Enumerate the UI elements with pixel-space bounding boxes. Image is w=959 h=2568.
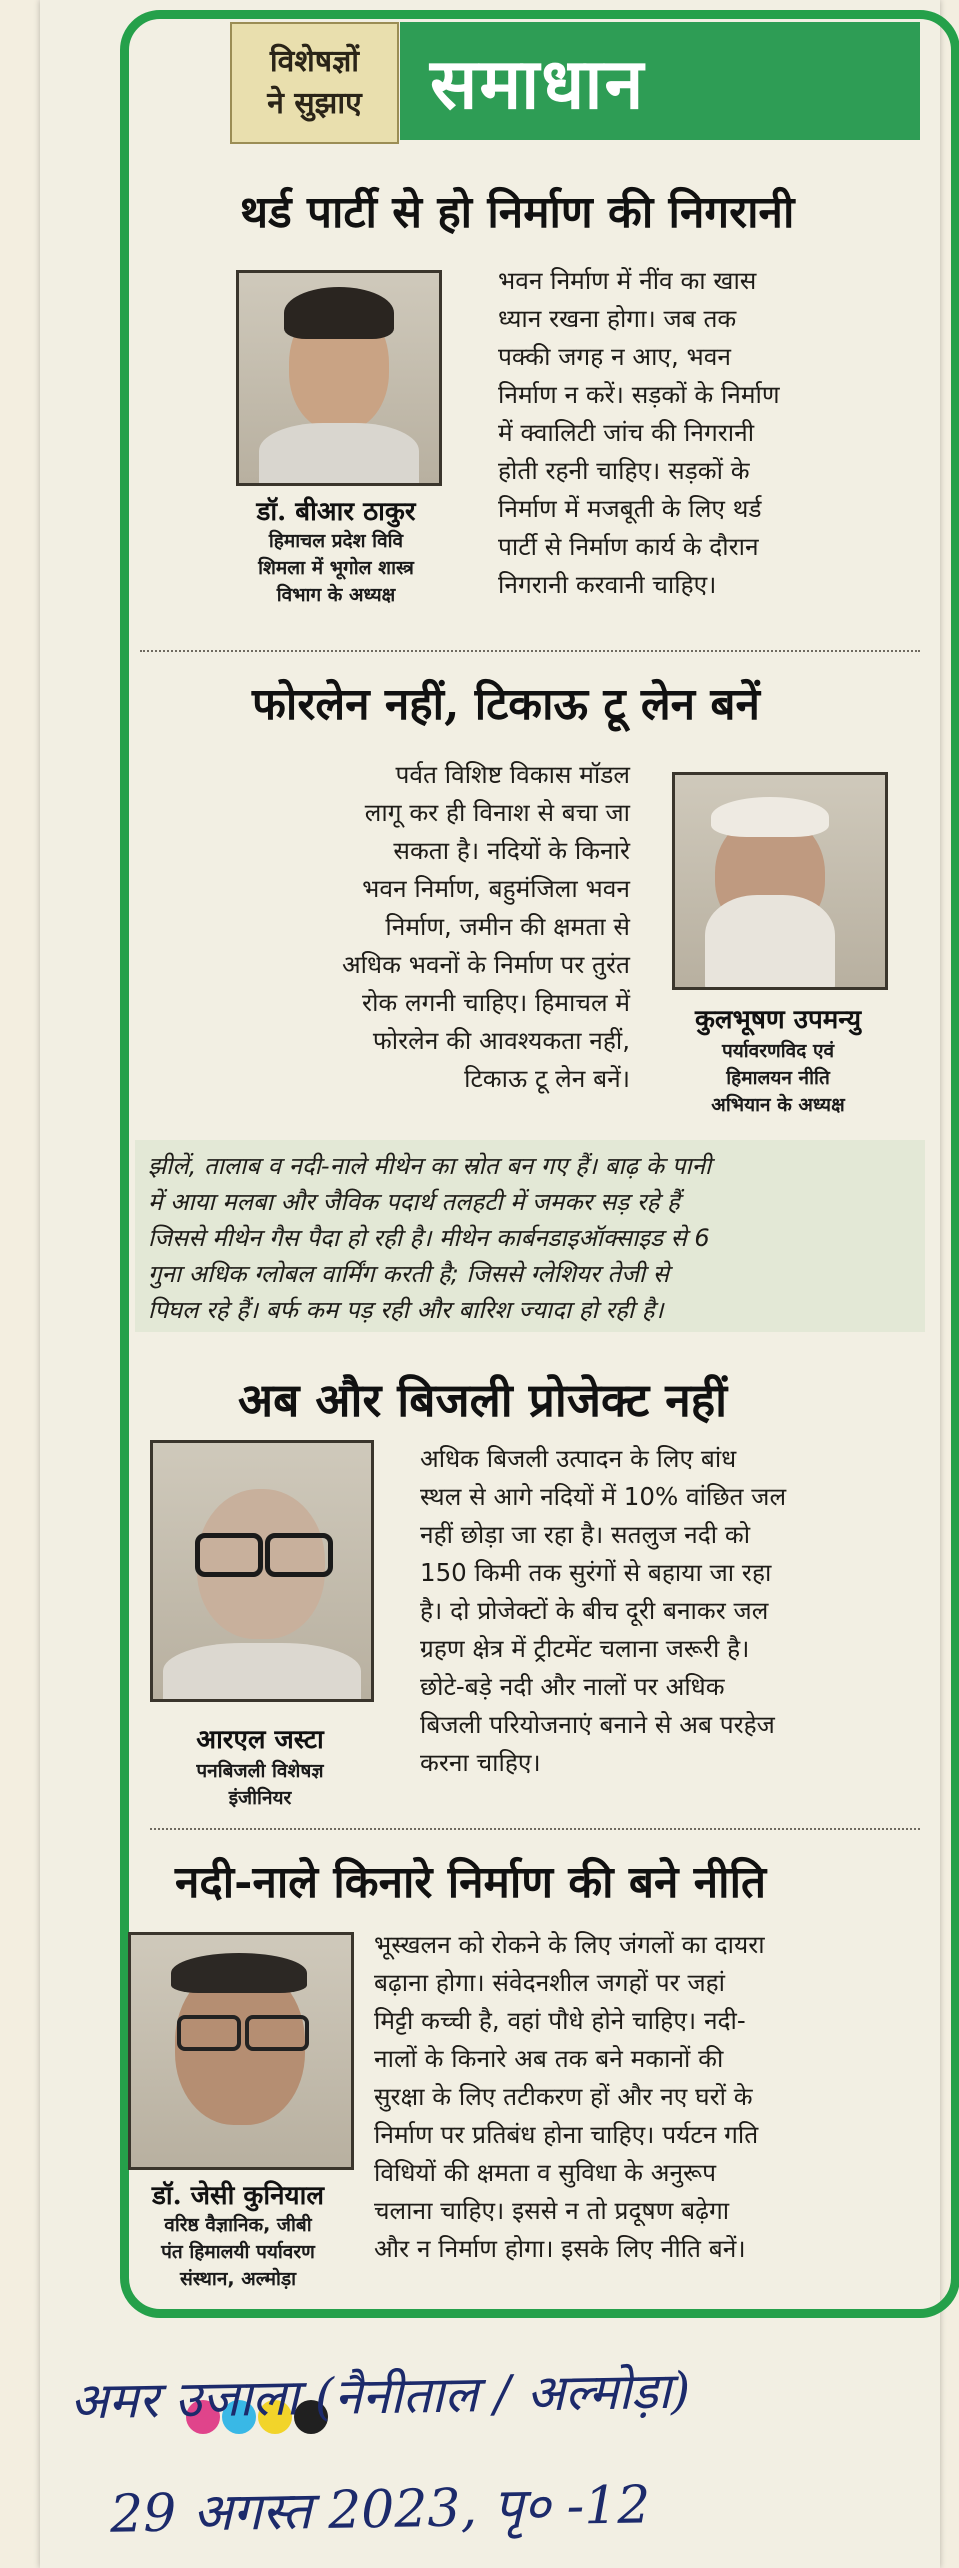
expert-designation-1: हिमाचल प्रदेश विवि शिमला में भूगोल शास्त्र विभाग के अध्यक्ष — [258, 530, 414, 606]
body-2: पर्वत विशिष्ट विकास मॉडल लागू कर ही विनाश से बचा जा सकता है। नदियों के किनारे भवन निर्माण, बहुमंजिला भवन निर्माण, जमीन की क्षमता से अधिक भवनों के निर्माण पर तुरंत रोक लगनी चाहिए। हिमाचल में फोरलेन की आवश्यकता नहीं, टिकाऊ टू लेन बनें। — [341, 760, 630, 1093]
divider-3 — [150, 1828, 920, 1830]
tag-line-2: ने सुझाए — [267, 86, 362, 121]
photo-kulbhushan-upmanyu — [672, 772, 888, 990]
expert-name-3: आरएल जस्टा — [196, 1725, 324, 1755]
glasses-left — [195, 1533, 263, 1577]
tag-line-1: विशेषज्ञों — [269, 44, 360, 79]
expert-name-1: डॉ. बीआर ठाकुर — [256, 497, 416, 527]
photo-br-thakur — [236, 270, 442, 486]
hair-shape — [284, 287, 394, 339]
expert-name-2: कुलभूषण उपमन्यु — [694, 1005, 862, 1035]
solution-band — [400, 22, 920, 140]
hair-shape — [171, 1953, 307, 1993]
headline-3: अब और बिजली प्रोजेक्ट नहीं — [238, 1373, 728, 1427]
body-1: भवन निर्माण में नींव का खास ध्यान रखना होगा। जब तक पक्की जगह न आए, भवन निर्माण न करें। सड़कों के निर्माण में क्वालिटी जांच की निगरानी होती रहनी चाहिए। सड़कों के निर्माण में मजबूती के लिए थर्ड पार्टी से निर्माण कार्य के दौरान निगरानी करवानी चाहिए। — [498, 266, 780, 599]
photo-rl-jasta — [150, 1440, 374, 1702]
glasses-left — [177, 2015, 241, 2051]
methane-note: झीलें, तालाब व नदी-नाले मीथेन का स्रोत बन गए हैं। बाढ़ के पानी में आया मलबा और जैविक पदार्थ तलहटी में जमकर सड़ रहे हैं जिससे मीथेन गैस पैदा हो रही है। मीथेन कार्बनडाइऑक्साइड से 6 गुना अधिक ग्लोबल वार्मिंग करती है; जिससे ग्लेशियर तेजी से पिघल रहे हैं। बर्फ कम पड़ रही और बारिश ज्यादा हो रही है। — [148, 1152, 712, 1324]
divider-1 — [140, 650, 920, 652]
body-4: भूस्खलन को रोकने के लिए जंगलों का दायरा बढ़ाना होगा। संवेदनशील जगहों पर जहां मिट्टी कच्ची है, वहां पौधे होने चाहिए। नदी- नालों के किनारे अब तक बने मकानों की सुरक्षा के लिए तटीकरण हों और नए घरों के निर्माण पर प्रतिबंध होना चाहिए। पर्यटन गति विधियों की क्षमता व सुविधा के अनुरूप चलाना चाहिए। इससे न तो प्रदूषण बढ़ेगा और न निर्माण होगा। इसके लिए नीति बनें। — [374, 1930, 765, 2263]
expert-designation-4: वरिष्ठ वैज्ञानिक, जीबी पंत हिमालयी पर्यावरण संस्थान, अल्मोड़ा — [161, 2214, 315, 2290]
band-title: समाधान — [430, 42, 646, 125]
glasses-right — [265, 1533, 333, 1577]
experts-tag — [230, 22, 399, 144]
photo-jc-kuniyal — [128, 1932, 354, 2170]
glasses-right — [245, 2015, 309, 2051]
expert-designation-2: पर्यावरणविद एवं हिमालयन नीति अभियान के अध्यक्ष — [711, 1040, 845, 1116]
shirt-shape — [259, 423, 419, 486]
section-header — [230, 22, 910, 142]
headline-1: थर्ड पार्टी से हो निर्माण की निगरानी — [240, 187, 795, 238]
shirt-shape — [163, 1643, 361, 1702]
beard-shape — [705, 895, 835, 990]
handwritten-source: अमर उजाला (नैनीताल / अल्मोड़ा) — [69, 2361, 691, 2431]
headline-4: नदी-नाले किनारे निर्माण की बने नीति — [175, 1857, 767, 1908]
expert-designation-3: पनबिजली विशेषज्ञ इंजीनियर — [196, 1760, 324, 1809]
headline-2: फोरलेन नहीं, टिकाऊ टू लेन बनें — [252, 679, 760, 730]
handwritten-date: 29 अगस्त 2023, पृ० -12 — [109, 2475, 651, 2545]
hair-shape — [711, 797, 829, 837]
body-3: अधिक बिजली उत्पादन के लिए बांध स्थल से आगे नदियों में 10% वांछित जल नहीं छोड़ा जा रहा है। सतलुज नदी को 150 किमी तक सुरंगों से बहाया जा रहा है। दो प्रोजेक्टों के बीच दूरी बनाकर जल ग्रहण क्षेत्र में ट्रीटमेंट चलाना जरूरी है। छोटे-बड़े नदी और नालों पर अधिक बिजली परियोजनाएं बनाने से अब परहेज करना चाहिए। — [420, 1444, 787, 1777]
expert-name-4: डॉ. जेसी कुनियाल — [152, 2181, 324, 2211]
